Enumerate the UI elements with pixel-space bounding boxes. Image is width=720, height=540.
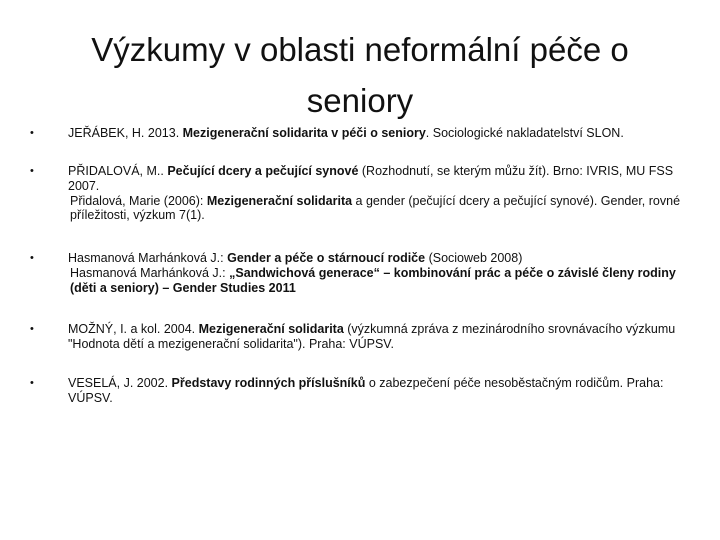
reference-title: Mezigenerační solidarita v péči o seniory (182, 126, 426, 140)
reference-title: Pečující dcery a pečující synové (167, 164, 359, 178)
bullet: • (30, 323, 34, 335)
bullet: • (30, 165, 34, 177)
reference-author: MOŽNÝ, I. a kol. 2004. (68, 322, 199, 336)
slide-title: Výzkumy v oblasti neformální péče o seniory (91, 31, 629, 119)
reference-details: (výzkumná zpráva z mezinárodního srovnávacího výzkumu "Hodnota dětí a mezigenerační solidarita"). Praha: VÚPSV. (68, 322, 676, 351)
reference-author: Hasmanová Marhánková J.: (68, 251, 228, 265)
reference-text (68, 126, 686, 141)
reference-subentry (68, 194, 686, 224)
reference-details: . Sociologické nakladatelství SLON. (425, 126, 624, 140)
reference-title: Mezigenerační solidarita (206, 193, 353, 208)
bullet: • (30, 377, 34, 389)
reference-title: Mezigenerační solidarita (198, 322, 344, 336)
reference-author: Hasmanová Marhánková J.: (70, 265, 230, 280)
reference-title: Gender a péče o stárnoucí rodiče (227, 251, 426, 265)
reference-text (68, 376, 686, 406)
reference-text (68, 251, 686, 295)
reference-author: PŘIDALOVÁ, M.. (68, 164, 168, 178)
reference-text (68, 164, 686, 223)
reference-details: a gender (pečující dcery a pečující synové). Gender, rovné příležitosti, výzkum 7(1). (70, 193, 681, 223)
bullet: • (30, 252, 34, 264)
reference-details: (Socioweb 2008) (425, 251, 523, 265)
reference-details: (Rozhodnutí, se kterým můžu žít). Brno: IVRIS, MU FSS 2007. (68, 164, 674, 193)
reference-title: Představy rodinných příslušníků (171, 376, 366, 390)
reference-author: JEŘÁBEK, H. 2013. (68, 126, 183, 140)
reference-details: o zabezpečení péče nesoběstačným rodičům. Praha: VÚPSV. (68, 376, 664, 405)
reference-author: Přidalová, Marie (2006): (70, 193, 207, 208)
reference-author: VESELÁ, J. 2002. (68, 376, 172, 390)
reference-subentry (68, 266, 686, 296)
reference-text (68, 322, 686, 352)
reference-title: „Sandwichová generace“ – kombinování prác a péče o závislé členy rodiny (děti a seniory) – Gender Studies 2011 (70, 265, 676, 295)
bullet: • (30, 127, 34, 139)
